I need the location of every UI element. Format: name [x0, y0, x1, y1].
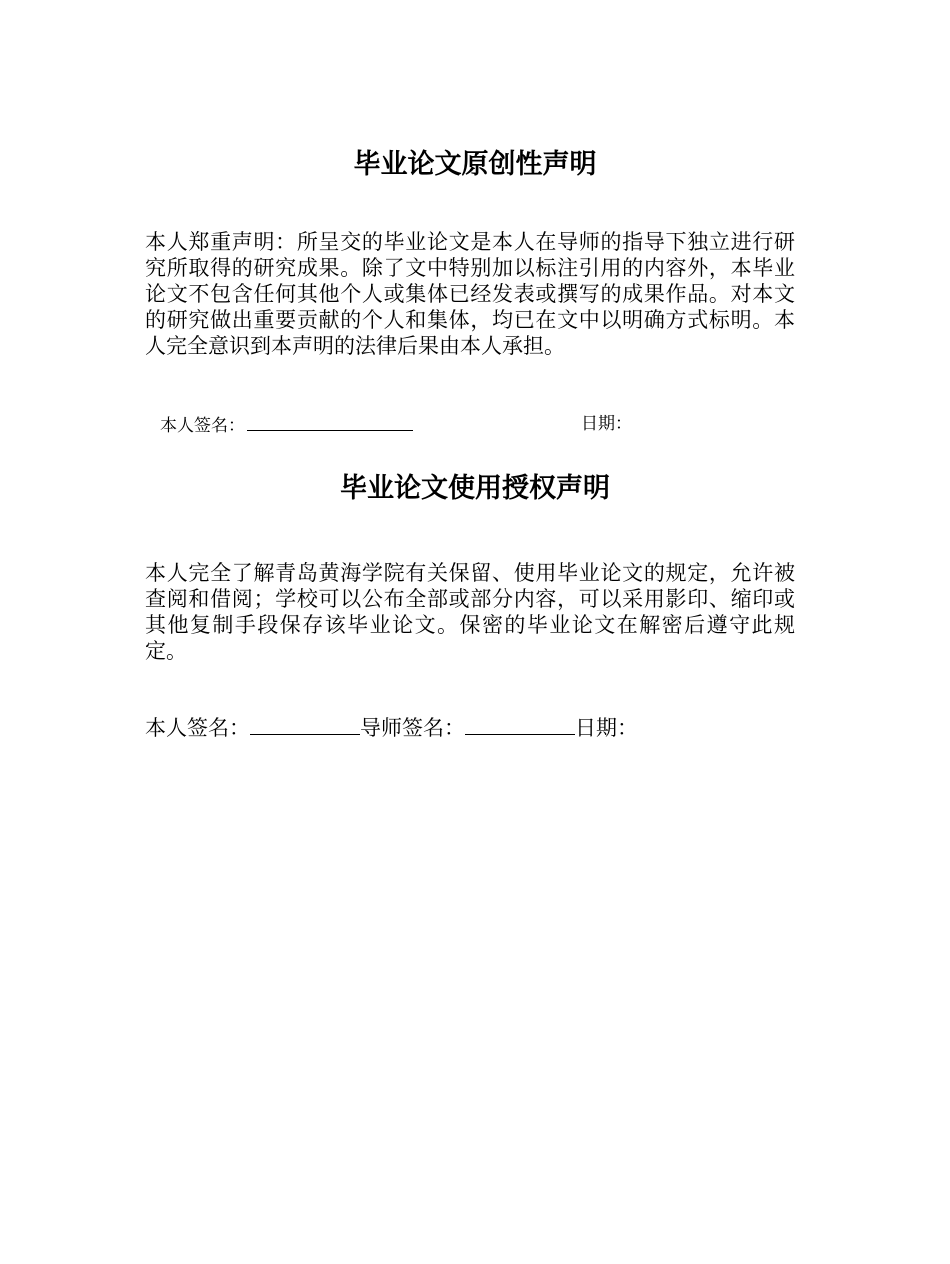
author-signature-label: 本人签名： [145, 716, 250, 740]
author-signature-label: 本人签名： [160, 416, 245, 436]
authorization-declaration-title: 毕业论文使用授权声明 [340, 473, 610, 504]
authorization-signature-line [145, 712, 795, 742]
originality-declaration-body: 本人郑重声明：所呈交的毕业论文是本人在导师的指导下独立进行研究所取得的研究成果。除了文中特别加以标注引用的内容外，本毕业论文不包含任何其他个人或集体已经发表或撰写的成果作品。对本文的研究做出重要贡献的个人和集体，均已在文中以明确方式标明。本人完全意识到本声明的法律后果由本人承担。 [145, 230, 795, 358]
advisor-signature-label: 导师签名： [360, 716, 465, 740]
date-label: 日期： [575, 716, 638, 740]
originality-declaration-title: 毕业论文原创性声明 [353, 149, 597, 180]
author-signature-blank[interactable] [250, 712, 360, 735]
advisor-signature-blank[interactable] [465, 712, 575, 735]
originality-signature-line [160, 412, 780, 438]
author-signature-blank[interactable] [247, 412, 413, 431]
date-label: 日期： [581, 414, 632, 434]
authorization-declaration-body: 本人完全了解青岛黄海学院有关保留、使用毕业论文的规定，允许被查阅和借阅；学校可以公布全部或部分内容，可以采用影印、缩印或其他复制手段保存该毕业论文。保密的毕业论文在解密后遵守此规定。 [145, 561, 795, 663]
